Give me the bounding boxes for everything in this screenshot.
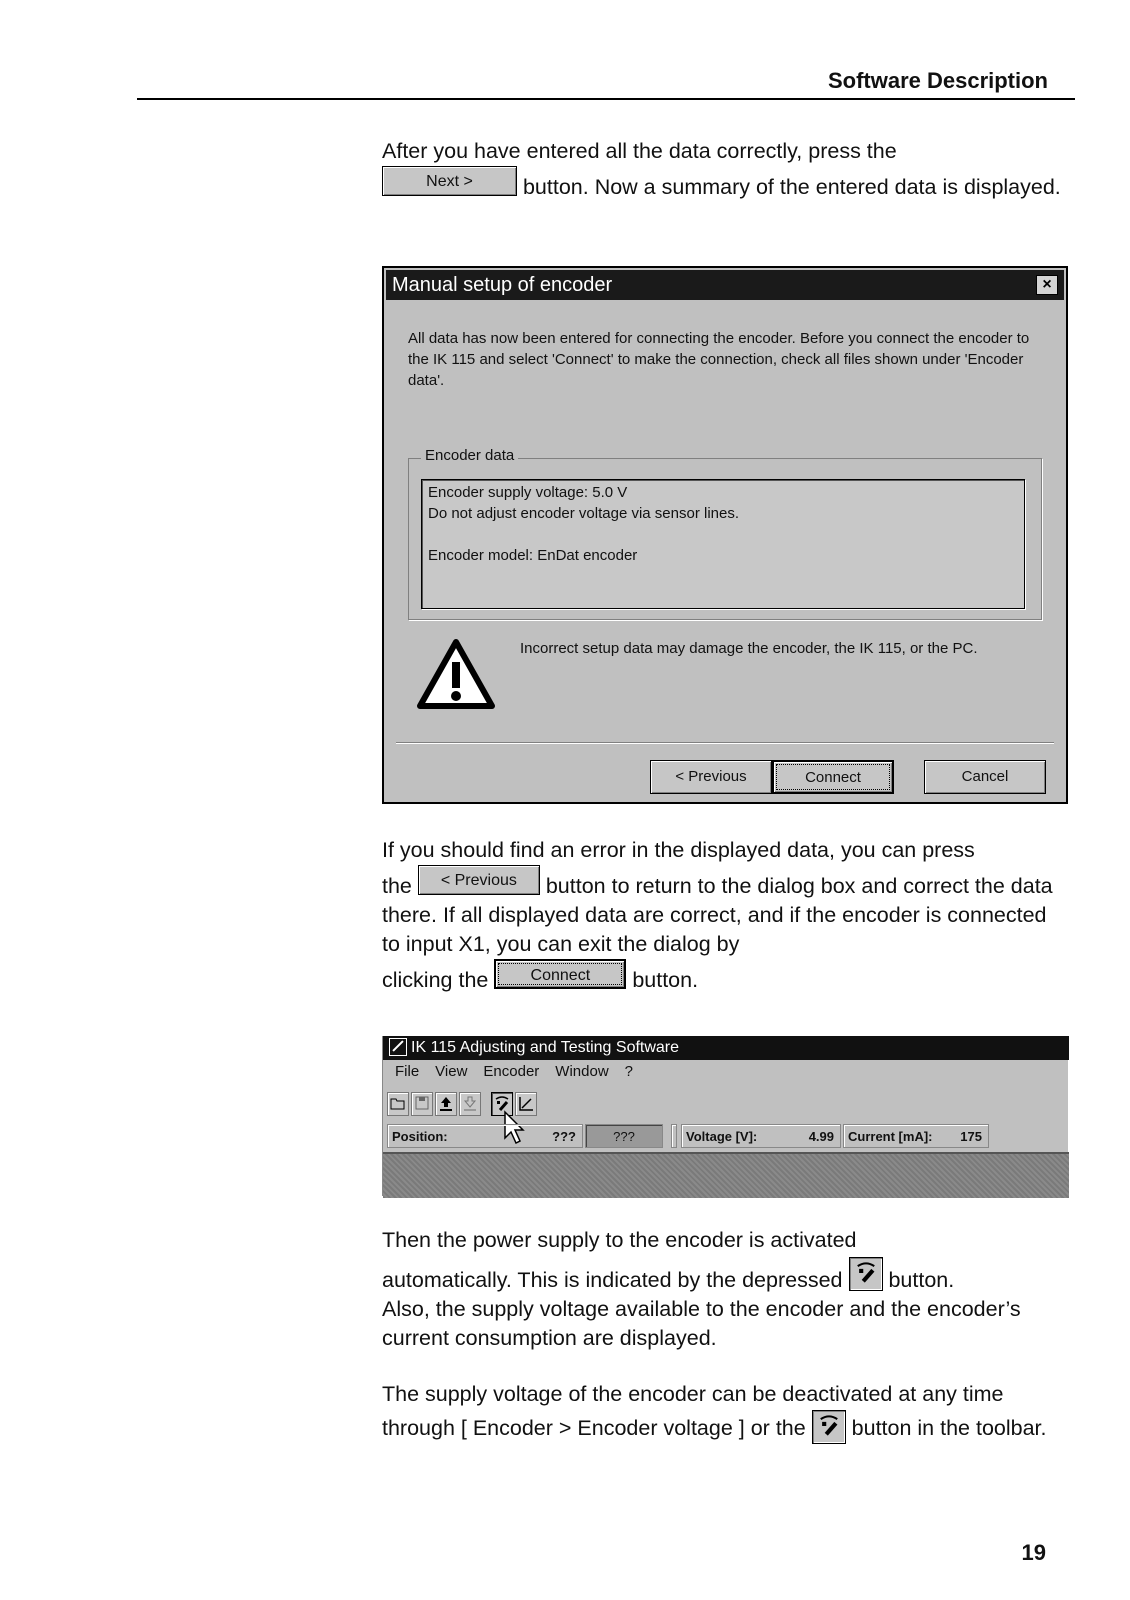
ik115-app-window — [382, 1036, 1068, 1196]
toolbar — [387, 1090, 1067, 1120]
encoder-data-line: Encoder supply voltage: 5.0 V — [428, 484, 628, 501]
cancel-button[interactable] — [924, 760, 1046, 794]
dialog-title: Manual setup of encoder — [392, 274, 613, 296]
paragraph-text: button. — [882, 1268, 955, 1292]
endat-download-icon[interactable] — [459, 1092, 481, 1116]
group-label: Encoder data — [421, 447, 518, 464]
warning-text: Incorrect setup data may damage the encoder, the IK 115, or the PC. — [520, 640, 978, 657]
menu-view[interactable]: View — [435, 1063, 468, 1080]
app-logo-icon — [389, 1038, 407, 1056]
position-label: Position: — [392, 1129, 448, 1144]
app-title: IK 115 Adjusting and Testing Software — [411, 1039, 680, 1056]
paragraph-deactivate — [382, 1378, 1062, 1444]
encoder-voltage-icon — [849, 1257, 883, 1291]
connect-button-illustration — [494, 959, 626, 989]
dialog-separator — [396, 742, 1054, 743]
page-number: 19 — [1021, 1540, 1046, 1565]
menu-bar — [395, 1062, 649, 1082]
paragraph-power — [382, 1226, 1062, 1353]
current-value: 175 — [960, 1129, 982, 1144]
paragraph-previous — [382, 836, 1062, 995]
paragraph-next — [382, 137, 1062, 202]
encoder-voltage-icon — [812, 1410, 846, 1444]
app-titlebar — [383, 1036, 1069, 1060]
previous-button[interactable] — [650, 760, 772, 794]
position-box: ??? — [585, 1124, 663, 1148]
paragraph-text: button in the toolbar. — [845, 1416, 1047, 1440]
connect-button-label: Connect — [530, 967, 591, 984]
paragraph-text: button to return to the dialog box and correct the data there. If all displayed data are correct, and if the encoder is connected to input X1, you can exit the dialog by — [382, 874, 1053, 956]
dialog-titlebar — [386, 270, 1064, 300]
paragraph-line: After you have entered all the data correctly, press the — [382, 139, 897, 163]
connect-button[interactable] — [772, 760, 894, 794]
encoder-data-line — [428, 524, 1018, 545]
header-divider — [137, 98, 1075, 100]
menu-file[interactable]: File — [395, 1063, 420, 1080]
status-bar — [387, 1124, 1067, 1148]
position-field — [387, 1124, 583, 1148]
position-value: ??? — [552, 1129, 576, 1144]
paragraph-line: If you should find an error in the displayed data, you can press — [382, 838, 975, 862]
connect-button-label: Connect — [805, 769, 861, 786]
previous-button-label: < Previous — [675, 768, 747, 785]
page-header-title: Software Description — [827, 68, 1048, 93]
previous-button-illustration — [418, 865, 540, 895]
current-label: Current [mA]: — [848, 1129, 933, 1144]
menu-encoder[interactable]: Encoder — [483, 1063, 540, 1080]
next-button-label: Next > — [426, 173, 473, 190]
open-icon[interactable] — [387, 1092, 409, 1116]
paragraph-text: The supply voltage of the encoder can be deactivated at any time through [ Encoder > Encoder voltage ] or the — [382, 1382, 1004, 1440]
voltage-value: 4.99 — [808, 1129, 834, 1144]
warning-icon — [416, 638, 496, 710]
paragraph-line: Then the power supply to the encoder is activated — [382, 1228, 857, 1252]
close-icon[interactable]: × — [1036, 275, 1058, 295]
encoder-data-list — [421, 479, 1025, 609]
voltage-field — [681, 1124, 841, 1148]
dialog-message: All data has now been entered for connecting the encoder. Before you connect the encoder to the IK 115 and select 'Connect' to make the connection, check all files shown under 'Encoder data'. — [408, 330, 1030, 389]
encoder-data-line: Do not adjust encoder voltage via sensor lines. — [428, 505, 740, 522]
status-separator — [671, 1124, 677, 1148]
endat-upload-icon[interactable] — [435, 1092, 457, 1116]
paragraph-text: clicking the — [382, 968, 495, 992]
encoder-data-group — [408, 447, 1042, 620]
paragraph-text: button. Now a summary of the entered data is displayed. — [517, 175, 1061, 199]
paragraph-text: the — [382, 874, 418, 898]
app-client-area — [383, 1152, 1069, 1198]
paragraph-text: Also, the supply voltage available to the encoder and the encoder’s current consumption are displayed. — [382, 1297, 1021, 1350]
paragraph-text: automatically. This is indicated by the depressed — [382, 1268, 843, 1292]
cancel-button-label: Cancel — [961, 768, 1009, 785]
menu-help[interactable]: ? — [624, 1063, 633, 1080]
previous-button-label: < Previous — [440, 872, 517, 889]
current-field — [843, 1124, 989, 1148]
menu-window[interactable]: Window — [555, 1063, 609, 1080]
voltage-label: Voltage [V]: — [686, 1129, 758, 1144]
paragraph-text: button. — [626, 968, 699, 992]
save-icon[interactable] — [411, 1092, 433, 1116]
encoder-data-line: Encoder model: EnDat encoder — [428, 547, 638, 564]
next-button-illustration — [382, 166, 517, 196]
manual-setup-dialog — [382, 266, 1068, 804]
